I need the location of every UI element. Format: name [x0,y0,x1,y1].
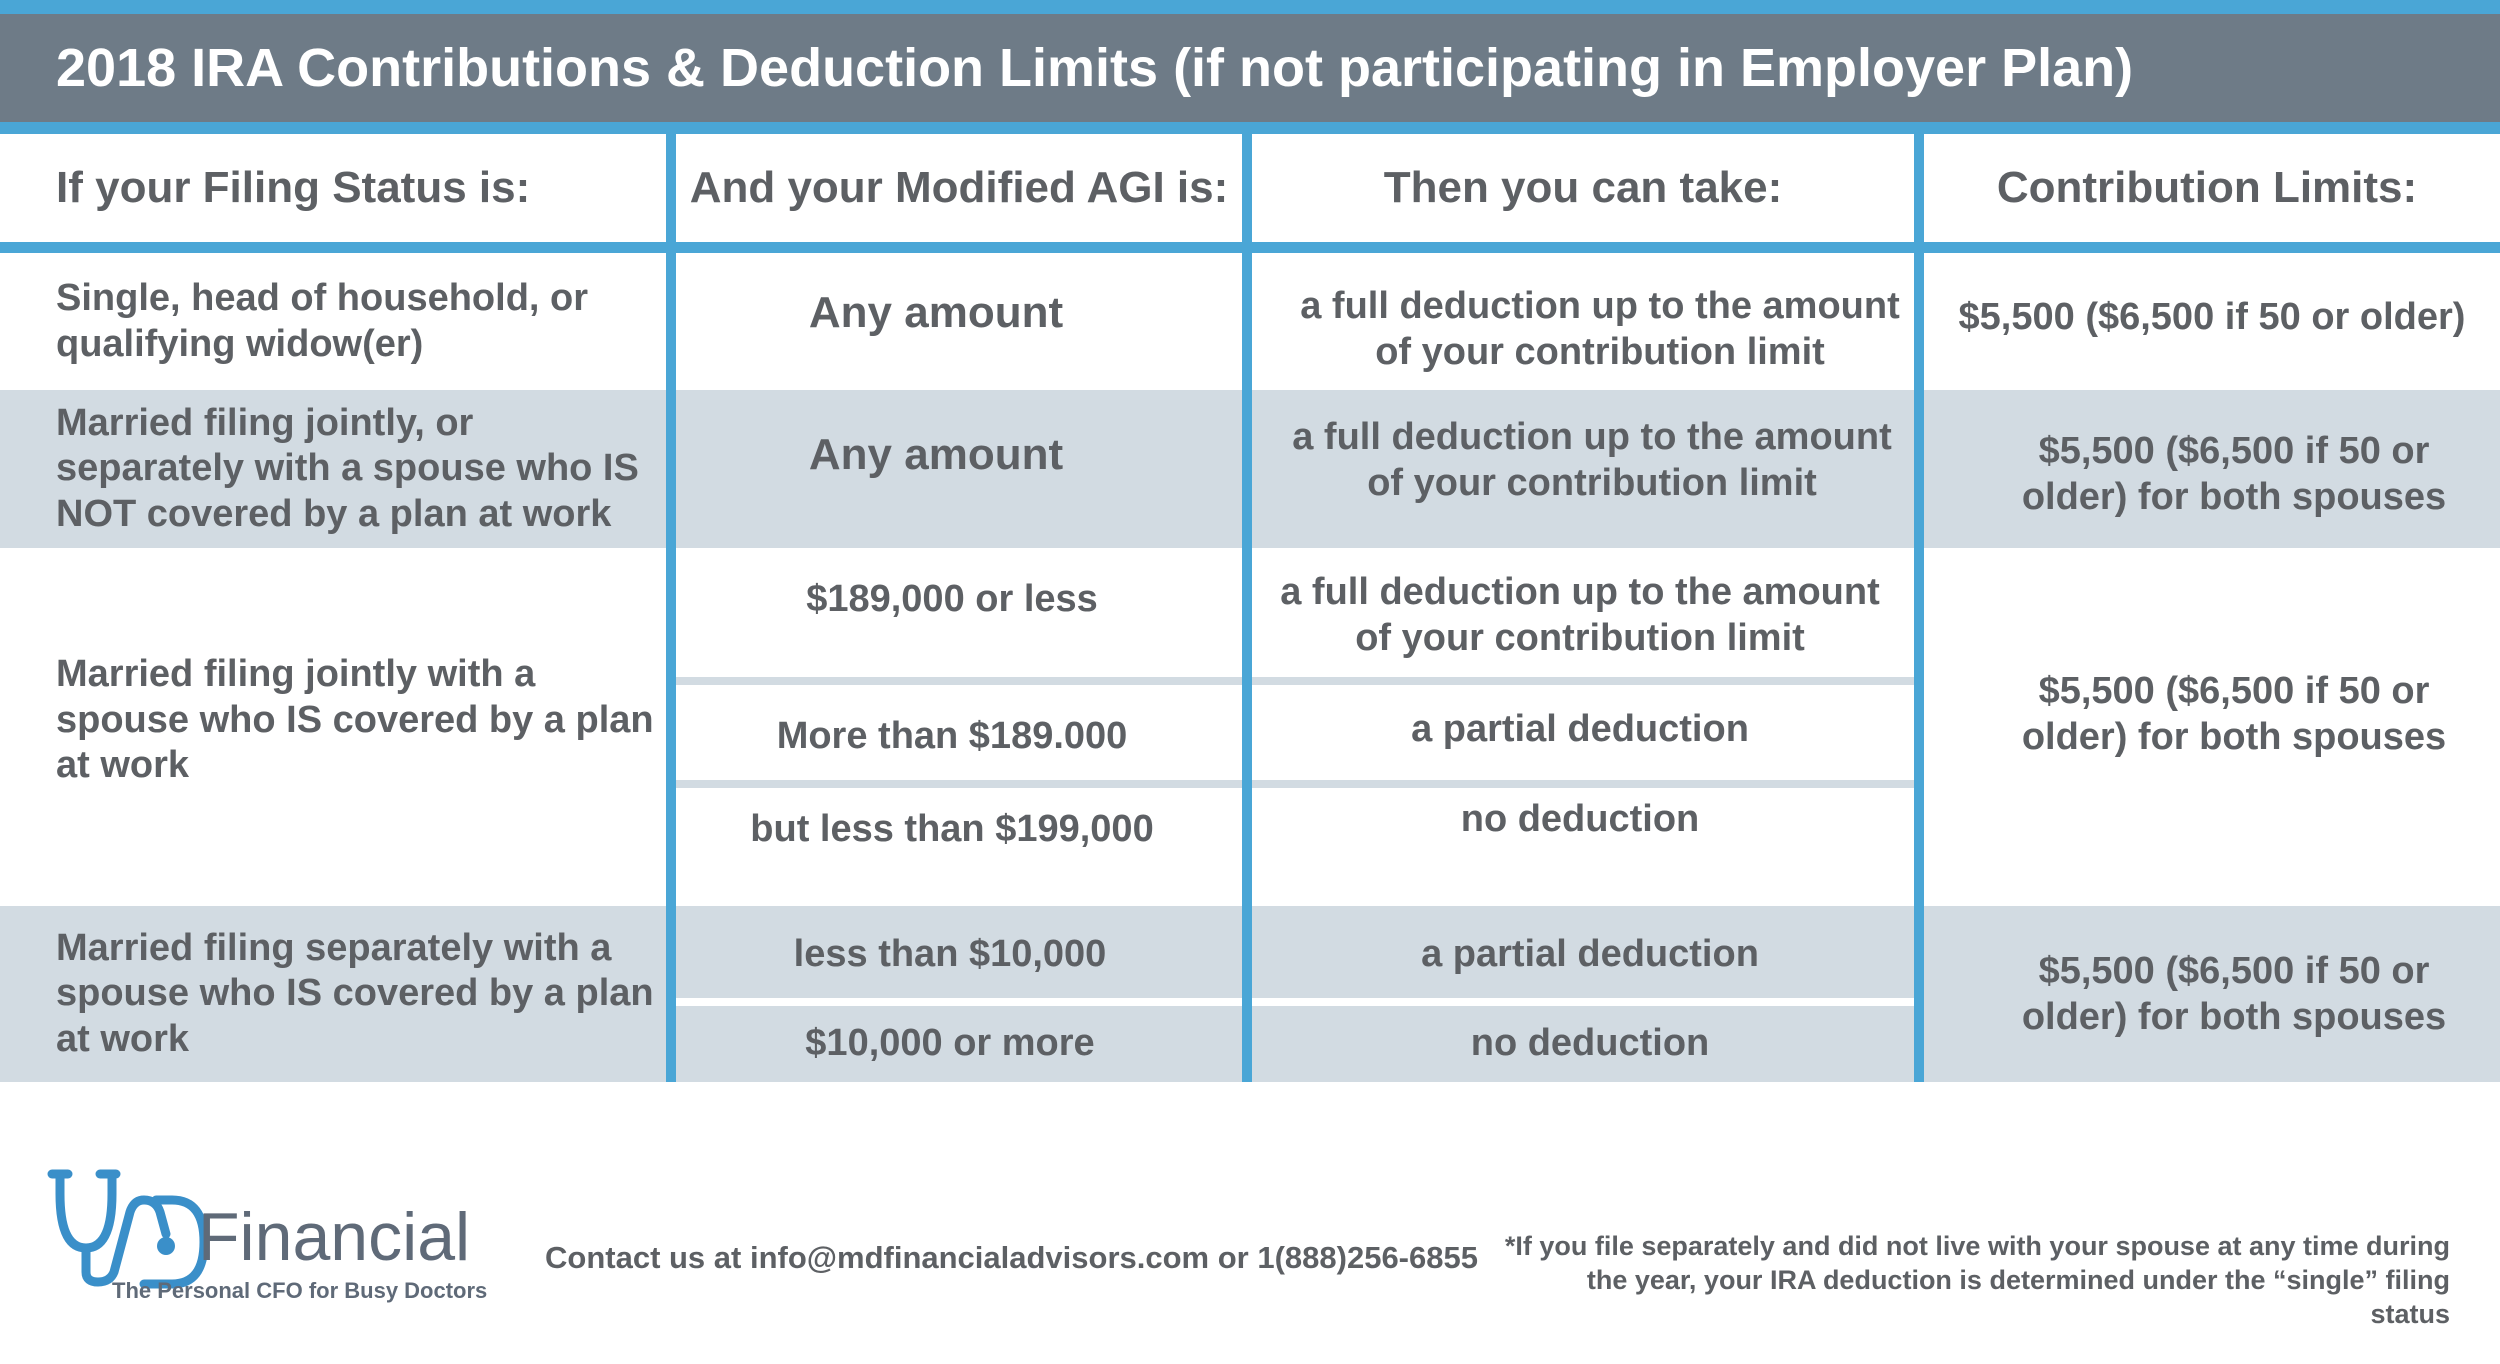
header-filing-status: If your Filing Status is: [56,162,531,212]
row3-separator-1-agi [676,677,1248,685]
row2-deduction: a full deduction up to the amount of your contribution limit [1292,416,1892,504]
row3-limit: $5,500 ($6,500 if 50 or older) for both spouses [2021,670,2447,758]
header-then-take: Then you can take: [1383,162,1783,212]
row4-agi-2: $10,000 or more [805,1022,1095,1065]
row3-agi-1: $189,000 or less [806,578,1098,621]
column-divider-2 [1242,134,1252,1082]
row1-agi: Any amount [808,287,1064,337]
row4-separator-agi [676,998,1248,1006]
row2-limit: $5,500 ($6,500 if 50 or older) for both spouses [2021,430,2447,518]
top-accent-bar [0,0,2500,14]
logo-wordmark: Financial [198,1199,471,1275]
column-divider-3 [1914,134,1924,1082]
row3-filing-status: Married filing jointly with a spouse who IS covered by a plan at work [56,653,654,787]
page-title: 2018 IRA Contributions & Deduction Limits (if not participating in Employer Plan) [56,38,2134,98]
row1-limit: $5,500 ($6,500 if 50 or older) [1958,296,2466,339]
stethoscope-logo-icon [40,1160,210,1290]
row3-agi-2: More than $189.000 [776,715,1128,758]
row3-deduction-2: a partial deduction [1411,708,1749,751]
contact-info: Contact us at info@mdfinancialadvisors.com or 1(888)256-6855 [545,1240,1478,1275]
row2-filing-status: Married filing jointly, or separately with a spouse who IS NOT covered by a plan at work [56,401,639,535]
footnote: *If you file separately and did not live with your spouse at any time during the year, your IRA deduction is determined under the “single” filing status [1504,1231,2450,1329]
row4-limit: $5,500 ($6,500 if 50 or older) for both spouses [2021,950,2447,1038]
row1-filing-status: Single, head of household, or qualifying widow(er) [56,276,589,365]
row3-separator-1-deduction [1252,677,1914,685]
row4-separator-deduction [1252,998,1914,1006]
row2-agi: Any amount [808,429,1064,479]
title-underline [0,122,2500,134]
row4-filing-status: Married filing separately with a spouse who IS covered by a plan at work [56,926,654,1060]
row3-deduction-3: no deduction [1460,798,1700,841]
row3-separator-2-agi [676,780,1248,788]
logo-tagline: The Personal CFO for Busy Doctors [112,1278,488,1303]
row1-deduction: a full deduction up to the amount of your contribution limit [1300,285,1900,373]
row4-agi-1: less than $10,000 [793,933,1107,976]
header-contribution-limits: Contribution Limits: [1996,162,2418,212]
header-modified-agi: And your Modified AGI is: [689,162,1229,212]
column-divider-1 [666,134,676,1082]
row4-deduction-1: a partial deduction [1421,933,1759,976]
row3-agi-3: but less than $199,000 [750,808,1154,851]
row4-deduction-2: no deduction [1470,1022,1710,1065]
row3-deduction-1: a full deduction up to the amount of your contribution limit [1280,571,1880,659]
